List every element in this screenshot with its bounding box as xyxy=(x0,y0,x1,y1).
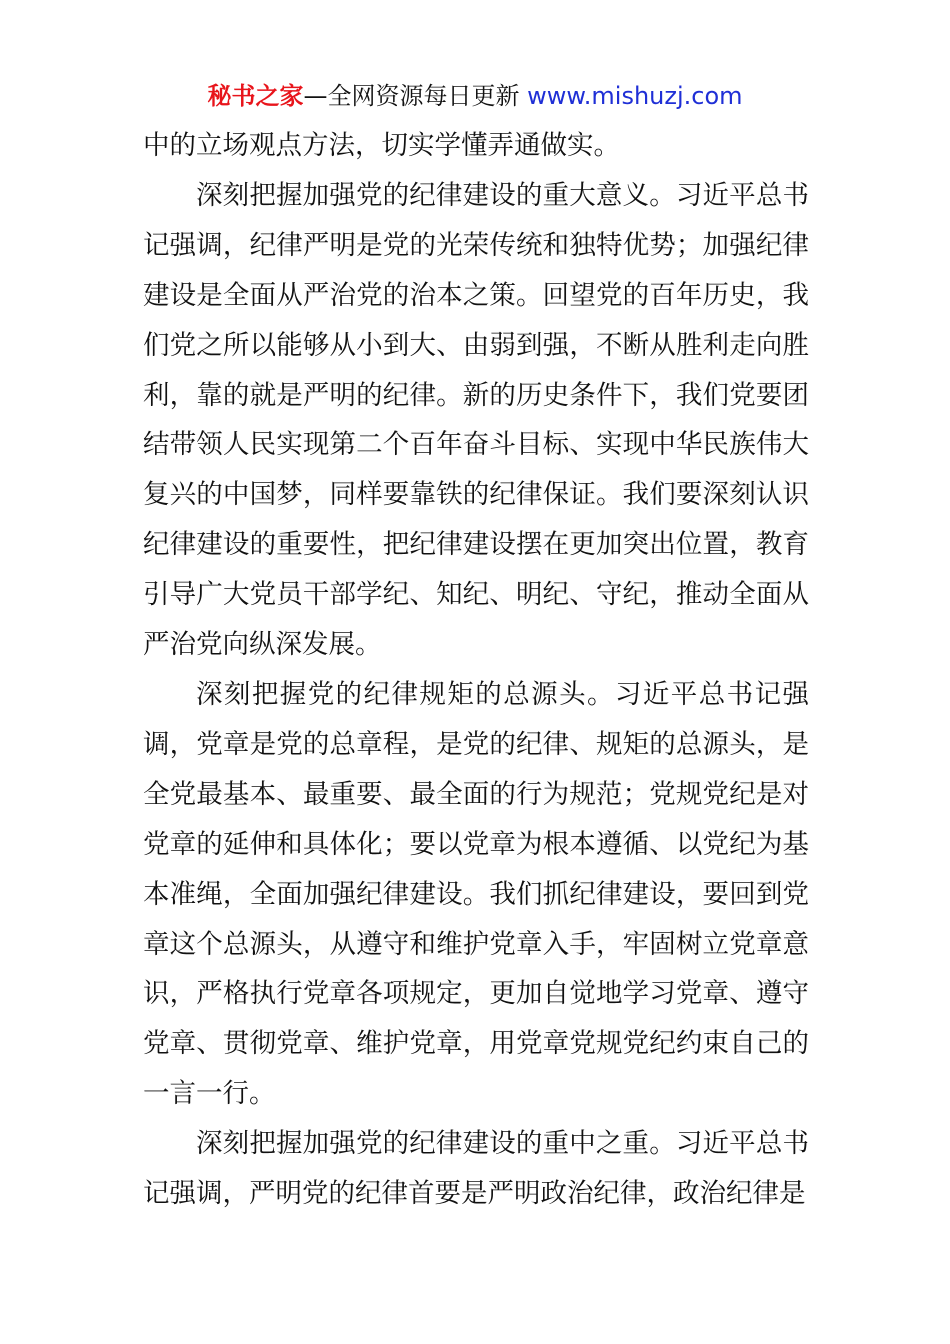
paragraph-discipline-source: 深刻把握党的纪律规矩的总源头。习近平总书记强调，党章是党的总章程，是党的纪律、规矩的总源头，是全党最基本、最重要、最全面的行为规范；党规党纪是对党章的延伸和具体化；要以党章为根本遵循、以党纪为基本准绳，全面加强纪律建设。我们抓纪律建设，要回到党章这个总源头，从遵守和维护党章入手，牢固树立党章意识，严格执行党章各项规定，更加自觉地学习党章、遵守党章、贯彻党章、维护党章，用党章党规党纪约束自己的一言一行。 xyxy=(143,678,809,1110)
document-body xyxy=(143,121,809,1219)
brand-name: 秘书之家 xyxy=(207,82,304,110)
site-header xyxy=(0,80,950,112)
paragraph-continuation: 中的立场观点方法，切实学懂弄通做实。 xyxy=(143,130,620,161)
header-tagline: —全网资源每日更新 xyxy=(303,82,528,110)
paragraph-discipline-significance: 深刻把握加强党的纪律建设的重大意义。习近平总书记强调，纪律严明是党的光荣传统和独特优势；加强纪律建设是全面从严治党的治本之策。回望党的百年历史，我们党之所以能够从小到大、由弱到强，不断从胜利走向胜利，靠的就是严明的纪律。新的历史条件下，我们党要团结带领人民实现第二个百年奋斗目标、实现中华民族伟大复兴的中国梦，同样要靠铁的纪律保证。我们要深刻认识纪律建设的重要性，把纪律建设摆在更加突出位置，教育引导广大党员干部学纪、知纪、明纪、守纪，推动全面从严治党向纵深发展。 xyxy=(143,179,809,661)
paragraph-discipline-priority: 深刻把握加强党的纪律建设的重中之重。习近平总书记强调，严明党的纪律首要是严明政治纪律，政治纪律是 xyxy=(143,1128,809,1210)
site-url-link[interactable]: www.mishuzj.com xyxy=(527,82,743,110)
